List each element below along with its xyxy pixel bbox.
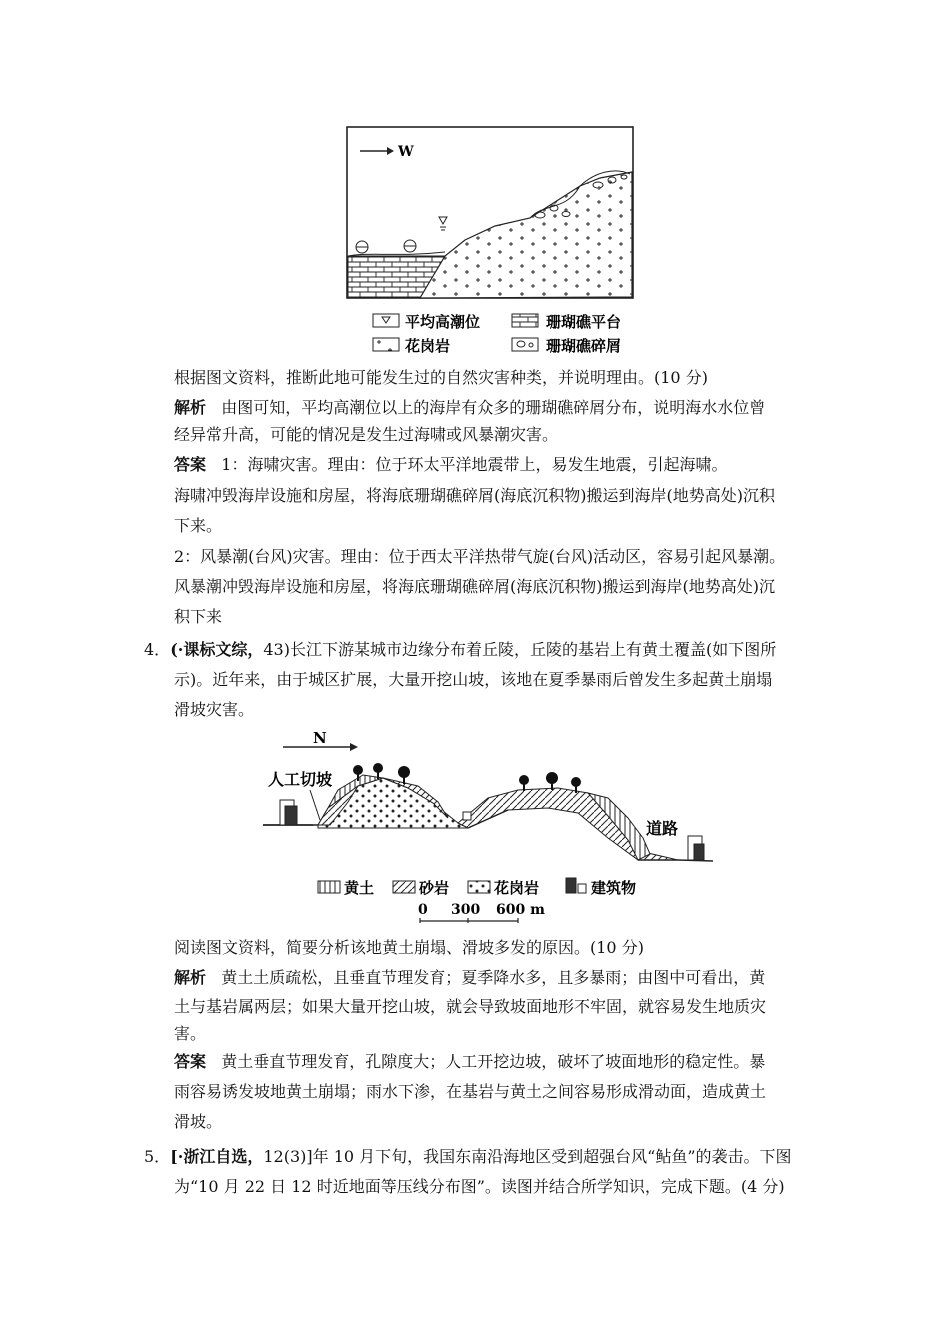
legend-high-tide: 平均高潮位 (405, 313, 481, 331)
q5-source: [·浙江自选， (170, 1147, 264, 1166)
hill-section-figure (258, 728, 728, 923)
q4-answer-line-3: 滑坡。 (174, 1112, 223, 1131)
direction-label-w: W (398, 144, 414, 160)
q5-number: 5． (144, 1147, 171, 1166)
q3-answer-line-3: 下来。 (174, 516, 223, 535)
scale-300: 300 (451, 902, 481, 918)
label-road: 道路 (646, 819, 679, 838)
q4-analysis-line-3: 害。 (174, 1024, 207, 1043)
scale-600: 600 m (496, 902, 545, 918)
q4-line-3: 滑坡灾害。 (174, 700, 255, 719)
label-artificial-cut: 人工切坡 (268, 770, 333, 789)
legend-building: 建筑物 (591, 879, 637, 897)
q4-answer-label: 答案 (174, 1052, 207, 1071)
q4-answer-line-1: 答案 黄土垂直节理发育，孔隙度大；人工开挖边坡，破坏了坡面地形的稳定性。暴 (174, 1052, 766, 1071)
q3-answer-line-1: 答案 1：海啸灾害。理由：位于环太平洋地震带上，易发生地震，引起海啸。 (174, 455, 728, 474)
q5-line-1: 5．[·浙江自选，12(3)]年 10 月下旬，我国东南沿海地区受到超强台风“鲇鱼”的袭击。下图 (144, 1147, 792, 1166)
q3-answer-line-6: 积下来 (174, 607, 223, 626)
q4-analysis-line-1: 解析 黄土土质疏松，且垂直节理发育；夏季降水多，且多暴雨；由图中可看出，黄 (174, 968, 766, 987)
figure2-legend (318, 878, 636, 923)
q4-number: 4． (144, 640, 171, 659)
legend-sandstone: 砂岩 (419, 879, 450, 897)
legend-coral-platform: 珊瑚礁平台 (546, 313, 622, 331)
q3-analysis-label: 解析 (174, 398, 207, 417)
figure1-legend (373, 313, 621, 355)
q3-analysis-line-1: 解析 由图可知，平均高潮位以上的海岸有众多的珊瑚礁碎屑分布，说明海水水位曾 (174, 398, 766, 417)
q3-answer-label: 答案 (174, 455, 207, 474)
q3-answer-line-4: 2：风暴潮(台风)灾害。理由：位于西太平洋热带气旋(台风)活动区，容易引起风暴潮。 (174, 547, 786, 566)
q4-line-2: 示)。近年来，由于城区扩展，大量开挖山坡，该地在夏季暴雨后曾发生多起黄土崩塌 (174, 670, 773, 689)
q3-prompt: 根据图文资料，推断此地可能发生过的自然灾害种类，并说明理由。(10 分) (174, 368, 708, 387)
q4-line-1: 4．(·课标文综，43)长江下游某城市边缘分布着丘陵，丘陵的基岩上有黄土覆盖(如下图所 (144, 640, 777, 659)
q4-prompt: 阅读图文资料，简要分析该地黄土崩塌、滑坡多发的原因。(10 分) (174, 938, 644, 957)
coastal-section-figure (340, 122, 640, 360)
direction-label-n: N (313, 729, 327, 747)
q3-answer-line-5: 风暴潮冲毁海岸设施和房屋，将海底珊瑚礁碎屑(海底沉积物)搬运到海岸(地势高处)沉 (174, 577, 775, 596)
q5-source-num: 12(3)] (263, 1147, 313, 1166)
q4-answer-line-2: 雨容易诱发坡地黄土崩塌；雨水下渗，在基岩与黄土之间容易形成滑动面，造成黄土 (174, 1082, 767, 1101)
legend-granite-2: 花岗岩 (494, 879, 540, 897)
legend-coral-debris: 珊瑚礁碎屑 (546, 337, 622, 355)
q4-analysis-label: 解析 (174, 968, 207, 987)
scale-0: 0 (418, 902, 428, 918)
q5-line-2: 为“10 月 22 日 12 时近地面等压线分布图”。读图并结合所学知识，完成下题。(4 分) (174, 1177, 785, 1196)
legend-loess: 黄土 (344, 879, 375, 897)
q3-answer-line-2: 海啸冲毁海岸设施和房屋，将海底珊瑚礁碎屑(海底沉积物)搬运到海岸(地势高处)沉积 (174, 486, 775, 505)
q4-source-num: 43) (263, 640, 290, 659)
legend-granite: 花岗岩 (405, 337, 451, 355)
q4-source: (·课标文综， (170, 640, 264, 659)
q4-analysis-line-2: 土与基岩属两层；如果大量开挖山坡，就会导致坡面地形不牢固，就容易发生地质灾 (174, 997, 767, 1016)
q3-analysis-line-2: 经异常升高，可能的情况是发生过海啸或风暴潮灾害。 (174, 425, 559, 444)
